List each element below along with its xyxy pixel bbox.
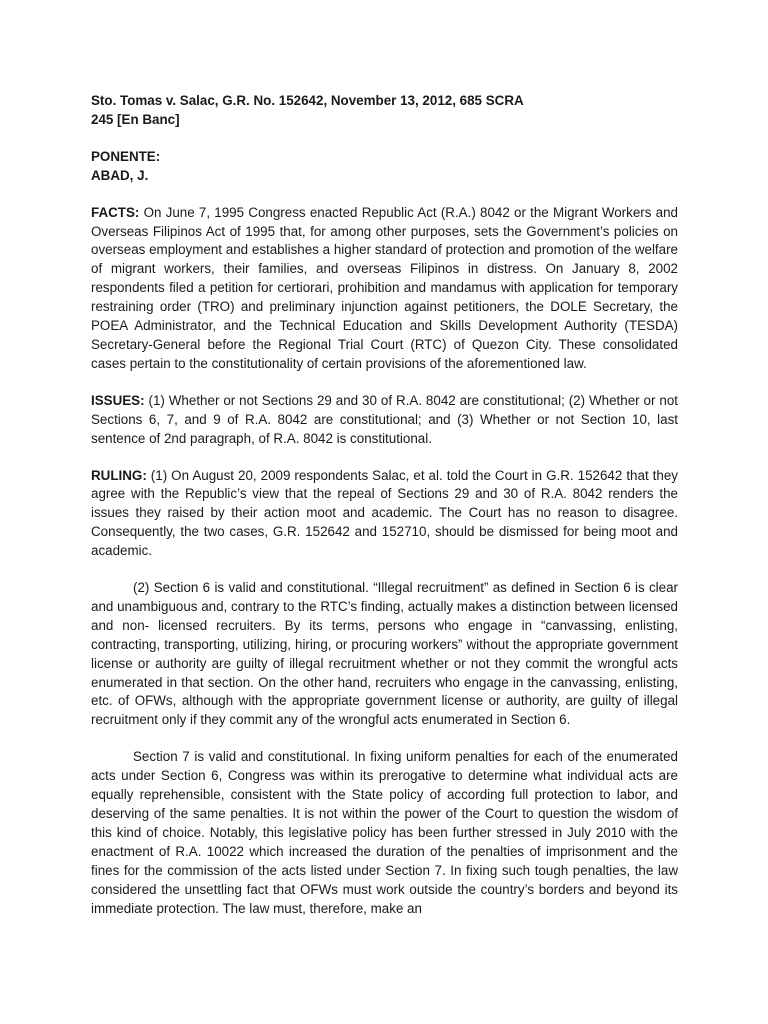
issues-label: ISSUES: <box>91 392 145 408</box>
ruling-label: RULING: <box>91 467 147 483</box>
case-title-line2: 245 [En Banc] <box>91 111 180 127</box>
issues-text: (1) Whether or not Sections 29 and 30 of R.A. 8042 are constitutional; (2) Whether or not Sections 6, 7, and 9 of R.A. 8042 are constitutional; and (3) Whether or not Section 10, last sentence of 2nd paragraph, of R.A. 8042 is constitutional. <box>91 392 678 446</box>
case-title <box>91 92 678 130</box>
ruling-section7-paragraph: Section 7 is valid and constitutional. In fixing uniform penalties for each of the enumerated acts under Section 6, Congress was within its prerogative to determine what individual acts are equally reprehensible, consistent with the State policy of according full protection to labor, and deserving of the same penalties. It is not within the power of the Court to question the wisdom of this kind of choice. Notably, this legislative policy has been further stressed in July 2010 with the enactment of R.A. 10022 which increased the duration of the penalties of imprisonment and the fines for the commission of the acts listed under Section 7. In fixing such tough penalties, the law considered the unsettling fact that OFWs must work outside the country’s borders and beyond its immediate protection. The law must, therefore, make an <box>91 749 678 916</box>
case-title-line1: Sto. Tomas v. Salac, G.R. No. 152642, November 13, 2012, 685 SCRA <box>91 93 524 108</box>
ruling-section6-paragraph: (2) Section 6 is valid and constitutional. “Illegal recruitment” as defined in Section 6 is clear and unambiguous and, contrary to the RTC’s finding, actually makes a distinction between licensed and non- licensed recruiters. By its terms, persons who engage in “canvassing, enlisting, contracting, transporting, utilizing, hiring, or procuring workers” without the appropriate government license or authority are guilty of illegal recruitment whether or not they commit the wrongful acts enumerated in that section. On the other hand, recruiters who engage in the canvassing, enlisting, etc. of OFWs, although with the appropriate government license or authority, are guilty of illegal recruitment only if they commit any of the wrongful acts enumerated in Section 6. <box>91 580 678 728</box>
facts-paragraph <box>91 204 678 374</box>
issues-paragraph <box>91 392 678 449</box>
ruling-text: (1) On August 20, 2009 respondents Salac, et al. told the Court in G.R. 152642 that they agree with the Republic’s view that the repeal of Sections 29 and 30 of R.A. 8042 renders the issues they raised by their action moot and academic. The Court has no reason to disagree. Consequently, the two cases, G.R. 152642 and 152710, should be dismissed for being moot and academic. <box>91 467 678 559</box>
ponente-name: ABAD, J. <box>91 167 149 183</box>
ponente <box>91 148 678 186</box>
document-page <box>91 92 678 918</box>
facts-label: FACTS: <box>91 204 140 220</box>
ponente-label: PONENTE: <box>91 148 161 164</box>
facts-text: On June 7, 1995 Congress enacted Republic Act (R.A.) 8042 or the Migrant Workers and Overseas Filipinos Act of 1995 that, for among other purposes, sets the Government’s policies on overseas employment and establishes a higher standard of protection and promotion of the welfare of migrant workers, their families, and overseas Filipinos in distress. On January 8, 2002 respondents filed a petition for certiorari, prohibition and mandamus with application for temporary restraining order (TRO) and preliminary injunction against petitioners, the DOLE Secretary, the POEA Administrator, and the Technical Education and Skills Development Authority (TESDA) Secretary-General before the Regional Trial Court (RTC) of Quezon City. These consolidated cases pertain to the constitutionality of certain provisions of the aforementioned law. <box>91 204 678 371</box>
ruling-paragraph <box>91 467 678 562</box>
